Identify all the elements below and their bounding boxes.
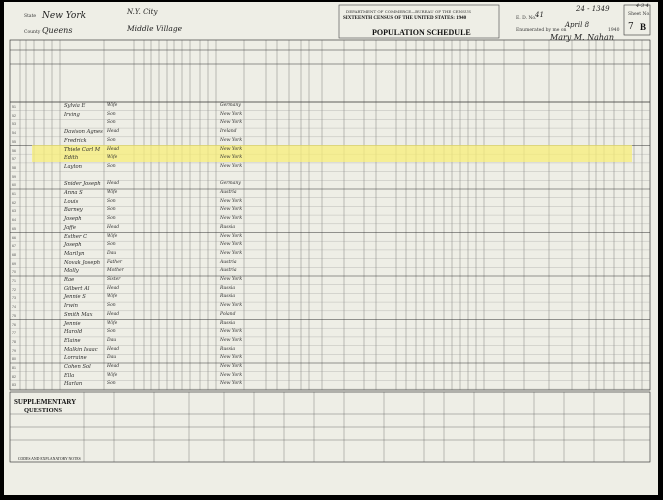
row-birthplace: New York [220, 355, 243, 361]
row-line-number: 61 [12, 192, 16, 196]
row-name: Thiele Carl M [64, 146, 101, 153]
row-birthplace: Poland [220, 311, 236, 317]
ed-value: 41 [535, 11, 544, 19]
row-relation: Wife [107, 103, 118, 108]
row-line-number: 55 [12, 139, 16, 144]
row-line-number: 53 [12, 122, 16, 127]
township-value: Middle Village [127, 24, 183, 33]
row-relation: Head [107, 224, 120, 230]
row-name: Edith [64, 155, 79, 162]
row-birthplace: New York [220, 381, 243, 387]
row-birthplace: New York [220, 337, 243, 343]
census-form-grid [4, 2, 658, 495]
row-relation: Dau [107, 355, 117, 361]
row-birthplace: New York [220, 155, 243, 161]
row-relation: Son [107, 329, 116, 335]
row-line-number: 81 [12, 366, 16, 370]
row-line-number: 71 [12, 279, 16, 283]
sheet-no-value: 7 [628, 22, 634, 32]
corner-note: 4-3 4 [636, 3, 649, 9]
row-name: Marilyn [64, 250, 85, 257]
row-line-number: 54 [12, 131, 16, 136]
row-name: Joseph [64, 242, 82, 249]
row-birthplace: New York [220, 146, 243, 152]
row-birthplace: Russia [220, 346, 236, 352]
row-relation: Wife [107, 294, 118, 300]
row-relation: Head [107, 364, 120, 369]
row-line-number: 73 [12, 296, 16, 301]
row-name: Joseph [64, 216, 82, 223]
row-line-number: 80 [12, 357, 16, 362]
ed-label: E. D. No. [516, 16, 537, 21]
state-label: State [24, 14, 37, 19]
row-name: Snider Joseph [64, 181, 101, 188]
department-line: DEPARTMENT OF COMMERCE—BUREAU OF THE CENSUS [346, 9, 471, 14]
row-relation: Son [107, 111, 116, 117]
supplementary-subtitle: QUESTIONS [24, 407, 62, 414]
row-line-number: 83 [12, 383, 16, 388]
row-line-number: 67 [12, 244, 16, 249]
row-birthplace: Ireland [220, 129, 237, 135]
row-name: Novak Joseph [64, 259, 101, 266]
row-relation: Son [107, 381, 116, 387]
row-name: Anna S [64, 190, 83, 196]
supplementary-title: SUPPLEMENTARY [14, 398, 77, 406]
row-name: Irving [64, 111, 80, 118]
row-relation: Son [107, 216, 116, 222]
row-name: Ella [64, 372, 75, 379]
row-name: Sylvia E [64, 103, 86, 109]
sheet-no-label: Sheet No. [628, 12, 651, 17]
enumerator-signature: Mary M. Nahan [550, 33, 614, 42]
census-sheet [4, 2, 658, 495]
row-line-number: 63 [12, 209, 16, 214]
row-line-number: 78 [12, 339, 16, 344]
row-birthplace: New York [220, 372, 243, 378]
row-line-number: 51 [12, 105, 16, 109]
row-line-number: 66 [12, 235, 16, 240]
row-relation: Son [107, 163, 116, 169]
row-name: Louis [64, 198, 79, 205]
row-relation: Son [107, 198, 116, 204]
row-name: Fredrick [64, 137, 87, 144]
row-name: Rae [64, 277, 75, 283]
row-birthplace: New York [220, 250, 243, 256]
row-name: Lorraine [64, 355, 87, 362]
row-name: Cohen Sol [64, 364, 91, 370]
row-birthplace: Germany [220, 103, 241, 108]
row-line-number: 65 [12, 226, 16, 231]
row-line-number: 77 [12, 331, 16, 336]
row-relation: Son [107, 137, 116, 143]
census-title: SIXTEENTH CENSUS OF THE UNITED STATES: 1940 [343, 16, 467, 21]
row-relation: Wife [107, 155, 118, 161]
row-line-number: 60 [12, 183, 16, 188]
highlighted-row [32, 154, 632, 162]
codes-title: CODES AND EXPLANATORY NOTES [18, 457, 81, 461]
row-relation: Head [107, 129, 120, 135]
row-relation: Sister [107, 277, 121, 282]
row-relation: Son [107, 303, 116, 309]
row-relation: Head [107, 146, 120, 152]
row-line-number: 72 [12, 287, 16, 292]
row-name: Jennie S [64, 294, 86, 301]
row-relation: Father [107, 259, 123, 265]
row-birthplace: New York [220, 111, 243, 117]
county-label: County [24, 30, 41, 35]
row-birthplace: New York [220, 137, 243, 143]
row-name: Davison Agnes [64, 129, 103, 136]
row-birthplace: New York [220, 207, 243, 213]
row-name: Jaffe [64, 224, 76, 231]
row-birthplace: Austria [220, 259, 237, 265]
schedule-title: POPULATION SCHEDULE [372, 28, 471, 37]
row-birthplace: New York [220, 216, 243, 222]
row-birthplace: New York [220, 233, 243, 239]
stamp-number: 24 - 1349 [576, 5, 610, 13]
sheet-letter: B [640, 22, 647, 32]
row-line-number: 64 [12, 218, 16, 223]
row-line-number: 62 [12, 200, 16, 205]
county-value: Queens [42, 26, 73, 35]
row-relation: Wife [107, 372, 118, 378]
row-name: Layton [64, 163, 83, 170]
row-relation: Wife [107, 190, 118, 195]
row-birthplace: Russia [220, 294, 236, 300]
row-line-number: 56 [12, 148, 16, 153]
row-name: Malkin Isaac [64, 346, 98, 353]
row-name: Harold [64, 329, 83, 336]
row-birthplace: New York [220, 120, 243, 126]
row-line-number: 58 [12, 165, 16, 170]
row-line-number: 79 [12, 348, 16, 353]
row-birthplace: New York [220, 198, 243, 204]
row-line-number: 69 [12, 261, 16, 266]
enumerated-date: April 8 [565, 21, 590, 29]
row-line-number: 57 [12, 157, 16, 162]
row-line-number: 70 [12, 270, 16, 275]
row-birthplace: Russia [220, 224, 236, 230]
row-birthplace: Russia [220, 285, 236, 291]
row-line-number: 59 [12, 174, 16, 179]
row-line-number: 76 [12, 322, 16, 327]
row-relation: Wife [107, 320, 118, 326]
row-line-number: 68 [12, 252, 16, 257]
row-name: Barney [64, 207, 83, 214]
row-relation: Son [107, 120, 116, 126]
row-birthplace: New York [220, 329, 243, 335]
row-line-number: 82 [12, 374, 16, 379]
row-relation: Head [107, 346, 120, 352]
row-birthplace: Austria [220, 190, 237, 195]
row-birthplace: New York [220, 163, 243, 169]
state-value: New York [42, 11, 87, 21]
row-line-number: 75 [12, 313, 16, 318]
row-relation: Son [107, 242, 116, 248]
row-relation: Head [107, 285, 120, 291]
row-line-number: 74 [12, 305, 16, 310]
row-name: Harlan [64, 381, 83, 388]
row-relation: Dau [107, 337, 117, 343]
enumerated-year: 1940 [608, 28, 620, 33]
row-name: Jennie [64, 320, 81, 327]
row-birthplace: Austria [220, 268, 237, 274]
row-birthplace: New York [220, 303, 243, 309]
row-birthplace: New York [220, 277, 243, 282]
row-name: Gilbert Al [64, 285, 90, 292]
highlighted-row [32, 145, 632, 154]
row-birthplace: New York [220, 364, 243, 369]
row-name: Irwin [64, 303, 78, 310]
row-line-number: 52 [12, 113, 16, 118]
row-birthplace: Germany [220, 181, 241, 187]
row-birthplace: New York [220, 242, 243, 248]
row-relation: Head [107, 311, 120, 317]
row-birthplace: Russia [220, 320, 236, 326]
row-name: Molly [64, 268, 79, 275]
enumerated-label: Enumerated by me on [516, 28, 567, 33]
row-relation: Mother [107, 268, 124, 274]
row-relation: Head [107, 181, 120, 187]
row-name: Smith Max [64, 311, 93, 318]
row-relation: Son [107, 207, 116, 213]
row-name: Elaine [64, 337, 81, 344]
row-name: Esther C [64, 233, 88, 240]
row-relation: Dau [107, 250, 117, 256]
row-relation: Wife [107, 233, 118, 239]
incorporated-value: N.Y. City [127, 8, 158, 16]
